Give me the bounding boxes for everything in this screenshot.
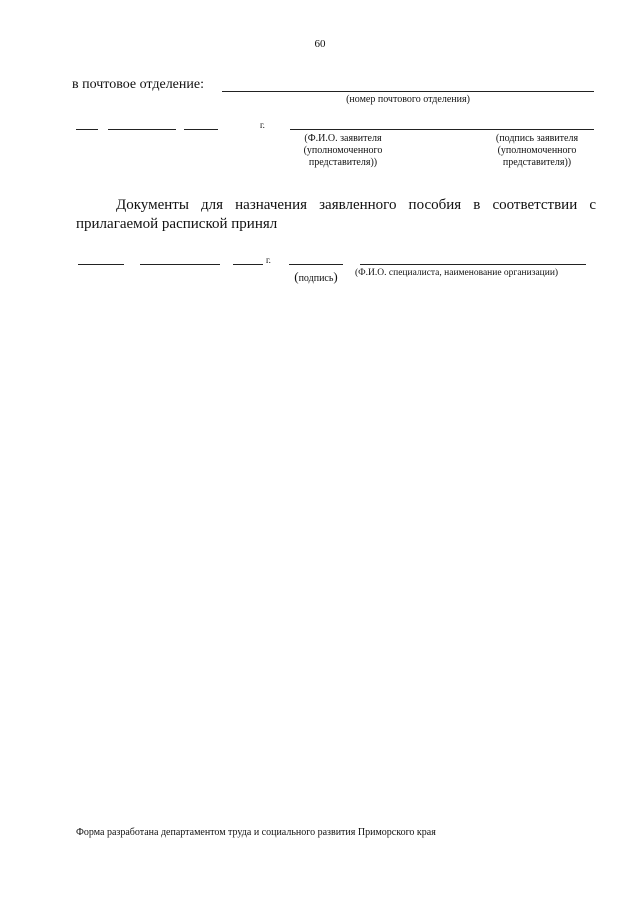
specialist-signature-caption-text: подпись bbox=[298, 273, 334, 284]
specialist-date-month-line bbox=[140, 264, 220, 265]
applicant-signature-caption: (подпись заявителя (уполномоченного представителя)) bbox=[495, 133, 579, 168]
specialist-date-day-line bbox=[78, 264, 124, 265]
specialist-signature-line bbox=[289, 264, 343, 265]
postal-office-line bbox=[222, 91, 594, 92]
specialist-fio-caption: (Ф.И.О. специалиста, наименование организации) bbox=[355, 268, 559, 278]
applicant-date-month-line bbox=[108, 129, 176, 130]
applicant-date-year-line bbox=[184, 129, 218, 130]
applicant-date-day-line bbox=[76, 129, 98, 130]
applicant-year-suffix: г. bbox=[260, 120, 265, 130]
specialist-signature-caption: (подпись) bbox=[294, 269, 338, 284]
applicant-fio-caption: (Ф.И.О. заявителя (уполномоченного представителя)) bbox=[303, 133, 383, 168]
postal-office-label: в почтовое отделение: bbox=[72, 77, 204, 92]
documents-accepted-paragraph: Документы для назначения заявленного пособия в соответствии с прилагаемой распиской принял bbox=[76, 197, 596, 232]
postal-office-caption: (номер почтового отделения) bbox=[346, 94, 470, 105]
applicant-signature-line bbox=[290, 129, 594, 130]
specialist-date-year-line bbox=[233, 264, 263, 265]
specialist-year-suffix: г. bbox=[266, 255, 271, 265]
page-number: 60 bbox=[314, 38, 326, 50]
specialist-fio-line bbox=[360, 264, 586, 265]
footer-note: Форма разработана департаментом труда и социального развития Приморского края bbox=[76, 827, 436, 838]
